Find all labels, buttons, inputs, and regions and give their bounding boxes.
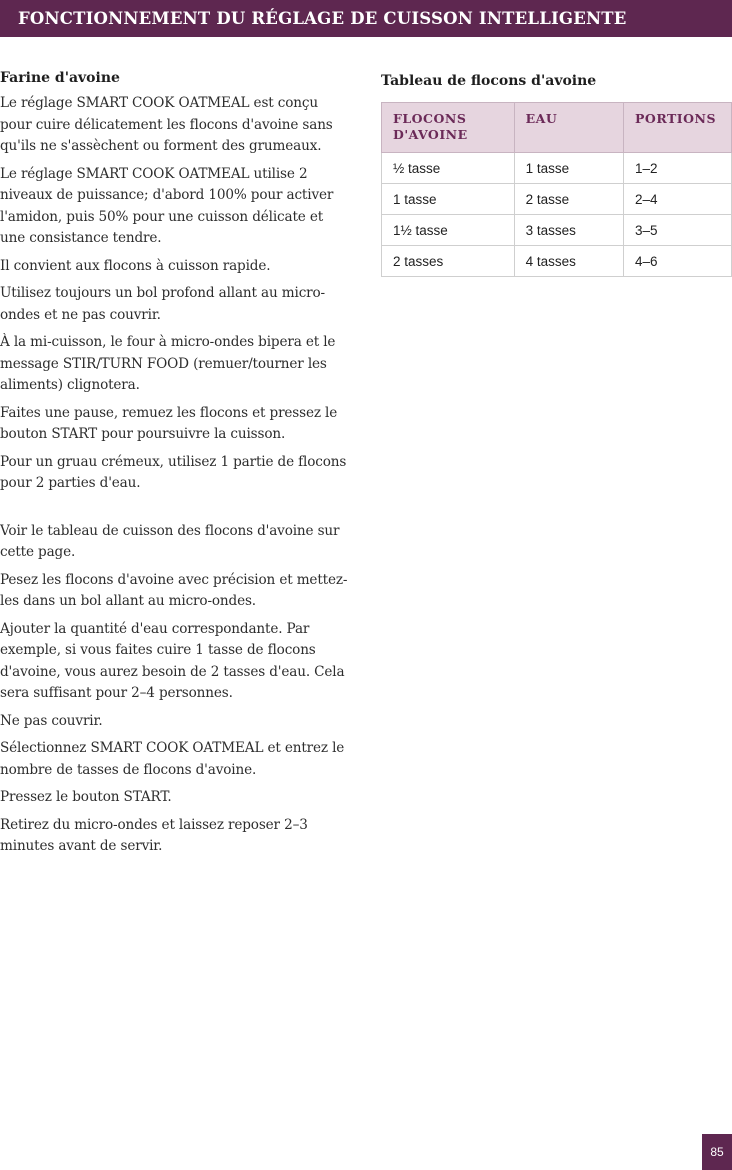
table-cell: 4–6 (624, 246, 732, 277)
step: Ajouter la quantité d'eau correspondante. Par exemple, si vous faites cuire 1 tasse de flocons d'avoine, vous aurez besoin de 2 tasses d'eau. Cela sera suffisant pour 2–4 personnes. (0, 620, 345, 701)
step: Pesez les flocons d'avoine avec précision et mettez-les dans un bol allant au micro-ondes. (0, 571, 348, 609)
column-header-water: EAU (514, 103, 623, 153)
table-header-row (382, 103, 732, 153)
paragraph: À la mi-cuisson, le four à micro-ondes bipera et le message STIR/TURN FOOD (remuer/tourner les aliments) clignotera. (0, 334, 336, 393)
table-cell: 3 tasses (514, 215, 623, 246)
table-cell: 3–5 (624, 215, 732, 246)
step: Voir le tableau de cuisson des flocons d'avoine sur cette page. (0, 522, 340, 560)
column-header-oats: FLOCONS D'AVOINE (382, 103, 515, 153)
step: Retirez du micro-ondes et laissez reposer 2–3 minutes avant de servir. (0, 816, 308, 854)
oatmeal-table-section (381, 70, 732, 277)
step: Ne pas couvrir. (0, 712, 103, 729)
column-header-servings: PORTIONS (624, 103, 732, 153)
table-row (382, 246, 732, 277)
step: Sélectionnez SMART COOK OATMEAL et entrez le nombre de tasses de flocons d'avoine. (0, 740, 345, 778)
table-cell: 2 tasse (514, 184, 623, 215)
oatmeal-table (381, 102, 732, 277)
table-cell: 1 tasse (514, 153, 623, 184)
page-title: FONCTIONNEMENT DU RÉGLAGE DE CUISSON INTELLIGENTE (18, 9, 627, 28)
paragraph: Le réglage SMART COOK OATMEAL utilise 2 niveaux de puissance; d'abord 100% pour activer l'amidon, puis 50% pour une cuisson délicate et une consistance tendre. (0, 165, 334, 246)
paragraph: Le réglage SMART COOK OATMEAL est conçu pour cuire délicatement les flocons d'avoine sans qu'ils ne s'assèchent ou forment des grumeaux. (0, 95, 333, 154)
table-cell: 2–4 (624, 184, 732, 215)
header-bar (0, 0, 732, 37)
paragraph: Il convient aux flocons à cuisson rapide. (0, 257, 271, 274)
paragraph: Utilisez toujours un bol profond allant au micro-ondes et ne pas couvrir. (0, 285, 325, 323)
step: Pressez le bouton START. (0, 789, 172, 805)
spacer (0, 501, 350, 521)
table-row (382, 215, 732, 246)
table-title: Tableau de flocons d'avoine (381, 73, 597, 89)
table-cell: 1–2 (624, 153, 732, 184)
table-cell: 2 tasses (382, 246, 515, 277)
paragraph: Pour un gruau crémeux, utilisez 1 partie de flocons pour 2 parties d'eau. (0, 453, 347, 491)
page-number: 85 (702, 1134, 732, 1170)
section-title: Farine d'avoine (0, 70, 120, 86)
table-row (382, 184, 732, 215)
table-cell: ½ tasse (382, 153, 515, 184)
table-cell: 1 tasse (382, 184, 515, 215)
table-cell: 4 tasses (514, 246, 623, 277)
table-row (382, 153, 732, 184)
table-cell: 1½ tasse (382, 215, 515, 246)
oatmeal-instructions (0, 70, 350, 864)
paragraph: Faites une pause, remuez les flocons et pressez le bouton START pour poursuivre la cuisson. (0, 404, 338, 442)
